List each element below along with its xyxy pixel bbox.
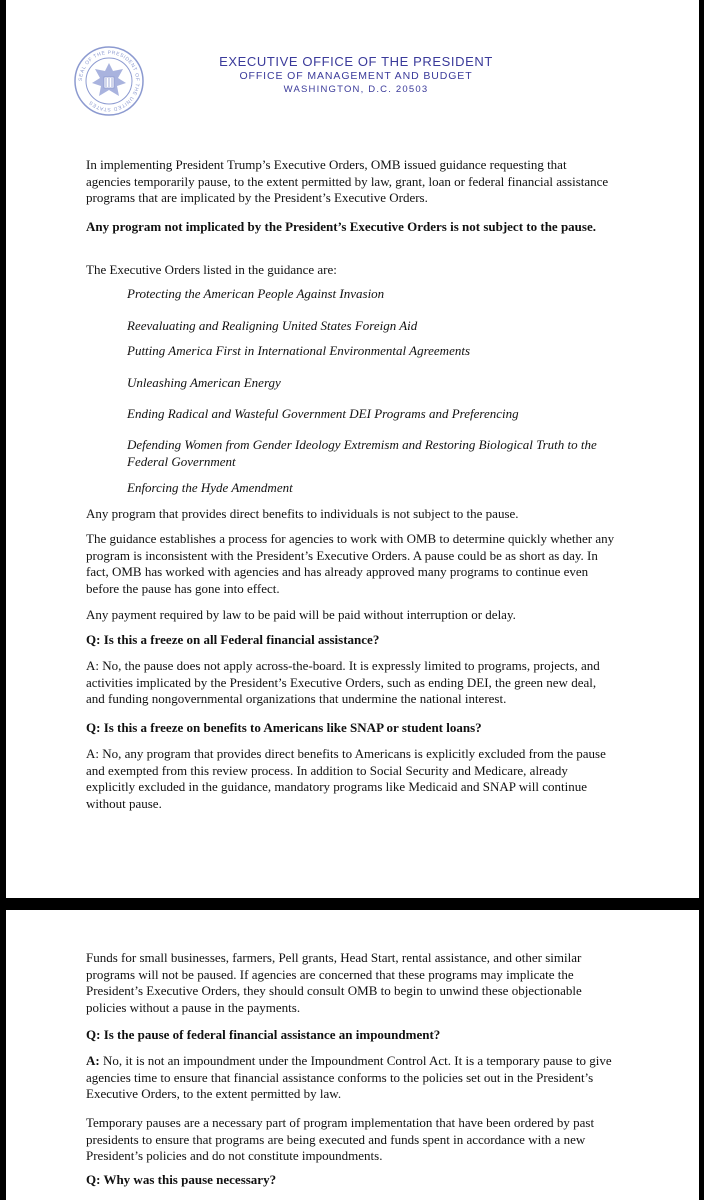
not-subject-statement: Any program not implicated by the President’s Executive Orders is not subject to the pause. — [86, 219, 596, 234]
direct-benefits-statement: Any program that provides direct benefits to individuals is not subject to the pause. — [86, 506, 519, 521]
intro-paragraph: In implementing President Trump’s Executive Orders, OMB issued guidance requesting that agencies temporarily pause, to the extent permitted by law, grant, loan or federal financial assistance programs that are implicated by the President’s Executive Orders. — [86, 157, 609, 205]
executive-order-item: Defending Women from Gender Ideology Extremism and Restoring Biological Truth to the Federal Government — [127, 437, 597, 469]
answer-2: A: No, any program that provides direct benefits to Americans is explicitly excluded from the pause and exempted from this review process. In addition to Social Security and Medicare, already explicitly excluded in the guidance, mandatory programs like Medicaid and SNAP will continue without pause. — [86, 746, 606, 811]
answer-1: A: No, the pause does not apply across-the-board. It is expressly limited to programs, projects, and activities implicated by the President’s Executive Orders, such as ending DEI, the green new deal, and funding nongovernmental organizations that undermine the national interest. — [86, 658, 600, 706]
answer-3-text: No, it is not an impoundment under the Impoundment Control Act. It is a temporary pause to give agencies time to ensure that financial assistance conforms to the policies set out in the President’s Executive Orders, to the extent permitted by law. — [86, 1053, 612, 1101]
question-3: Q: Is the pause of federal financial assistance an impoundment? — [86, 1027, 441, 1042]
question-2: Q: Is this a freeze on benefits to Americans like SNAP or student loans? — [86, 720, 482, 735]
eo-list-intro: The Executive Orders listed in the guidance are: — [86, 262, 337, 277]
process-paragraph: The guidance establishes a process for agencies to work with OMB to determine quickly whether any program is inconsistent with the President’s Executive Orders. A pause could be as short as day. In fact, OMB has worked with agencies and has already approved many programs to continue even before the pause has gone into effect. — [86, 531, 615, 596]
answer-3 — [86, 1053, 618, 1103]
question-1: Q: Is this a freeze on all Federal financial assistance? — [86, 632, 380, 647]
letterhead — [166, 54, 546, 96]
executive-order-item: Putting America First in International Environmental Agreements — [127, 343, 471, 358]
executive-order-item: Reevaluating and Realigning United States Foreign Aid — [127, 318, 418, 333]
letterhead-executive-office: EXECUTIVE OFFICE OF THE PRESIDENT — [219, 54, 493, 69]
executive-order-item: Ending Radical and Wasteful Government DEI Programs and Preferencing — [127, 406, 519, 421]
presidential-seal-icon — [73, 45, 145, 117]
executive-order-item: Protecting the American People Against Invasion — [127, 286, 385, 301]
letterhead-address: WASHINGTON, D.C. 20503 — [283, 84, 429, 95]
seal-ring-text: SEAL OF THE PRESIDENT OF THE UNITED STATES — [77, 49, 141, 113]
document-page-1 — [6, 0, 699, 898]
payment-statement: Any payment required by law to be paid will be paid without interruption or delay. — [86, 607, 516, 622]
temporary-pauses-paragraph: Temporary pauses are a necessary part of program implementation that have been ordered by past presidents to ensure that programs are being executed and funds spent in accordance with a new President’s policies and do not constitute impoundments. — [86, 1115, 595, 1163]
funds-paragraph: Funds for small businesses, farmers, Pell grants, Head Start, rental assistance, and other similar programs will not be paused. If agencies are concerned that these programs may implicate the President’s Executive Orders, they should consult OMB to begin to unwind these objectionable policies without a pause in the payments. — [86, 950, 582, 1015]
question-4: Q: Why was this pause necessary? — [86, 1172, 277, 1187]
letterhead-omb: OFFICE OF MANAGEMENT AND BUDGET — [239, 70, 473, 82]
document-page-2 — [6, 910, 699, 1200]
answer-3-label: A: — [86, 1053, 100, 1068]
executive-order-item: Unleashing American Energy — [127, 375, 281, 390]
executive-order-item: Enforcing the Hyde Amendment — [127, 480, 293, 495]
